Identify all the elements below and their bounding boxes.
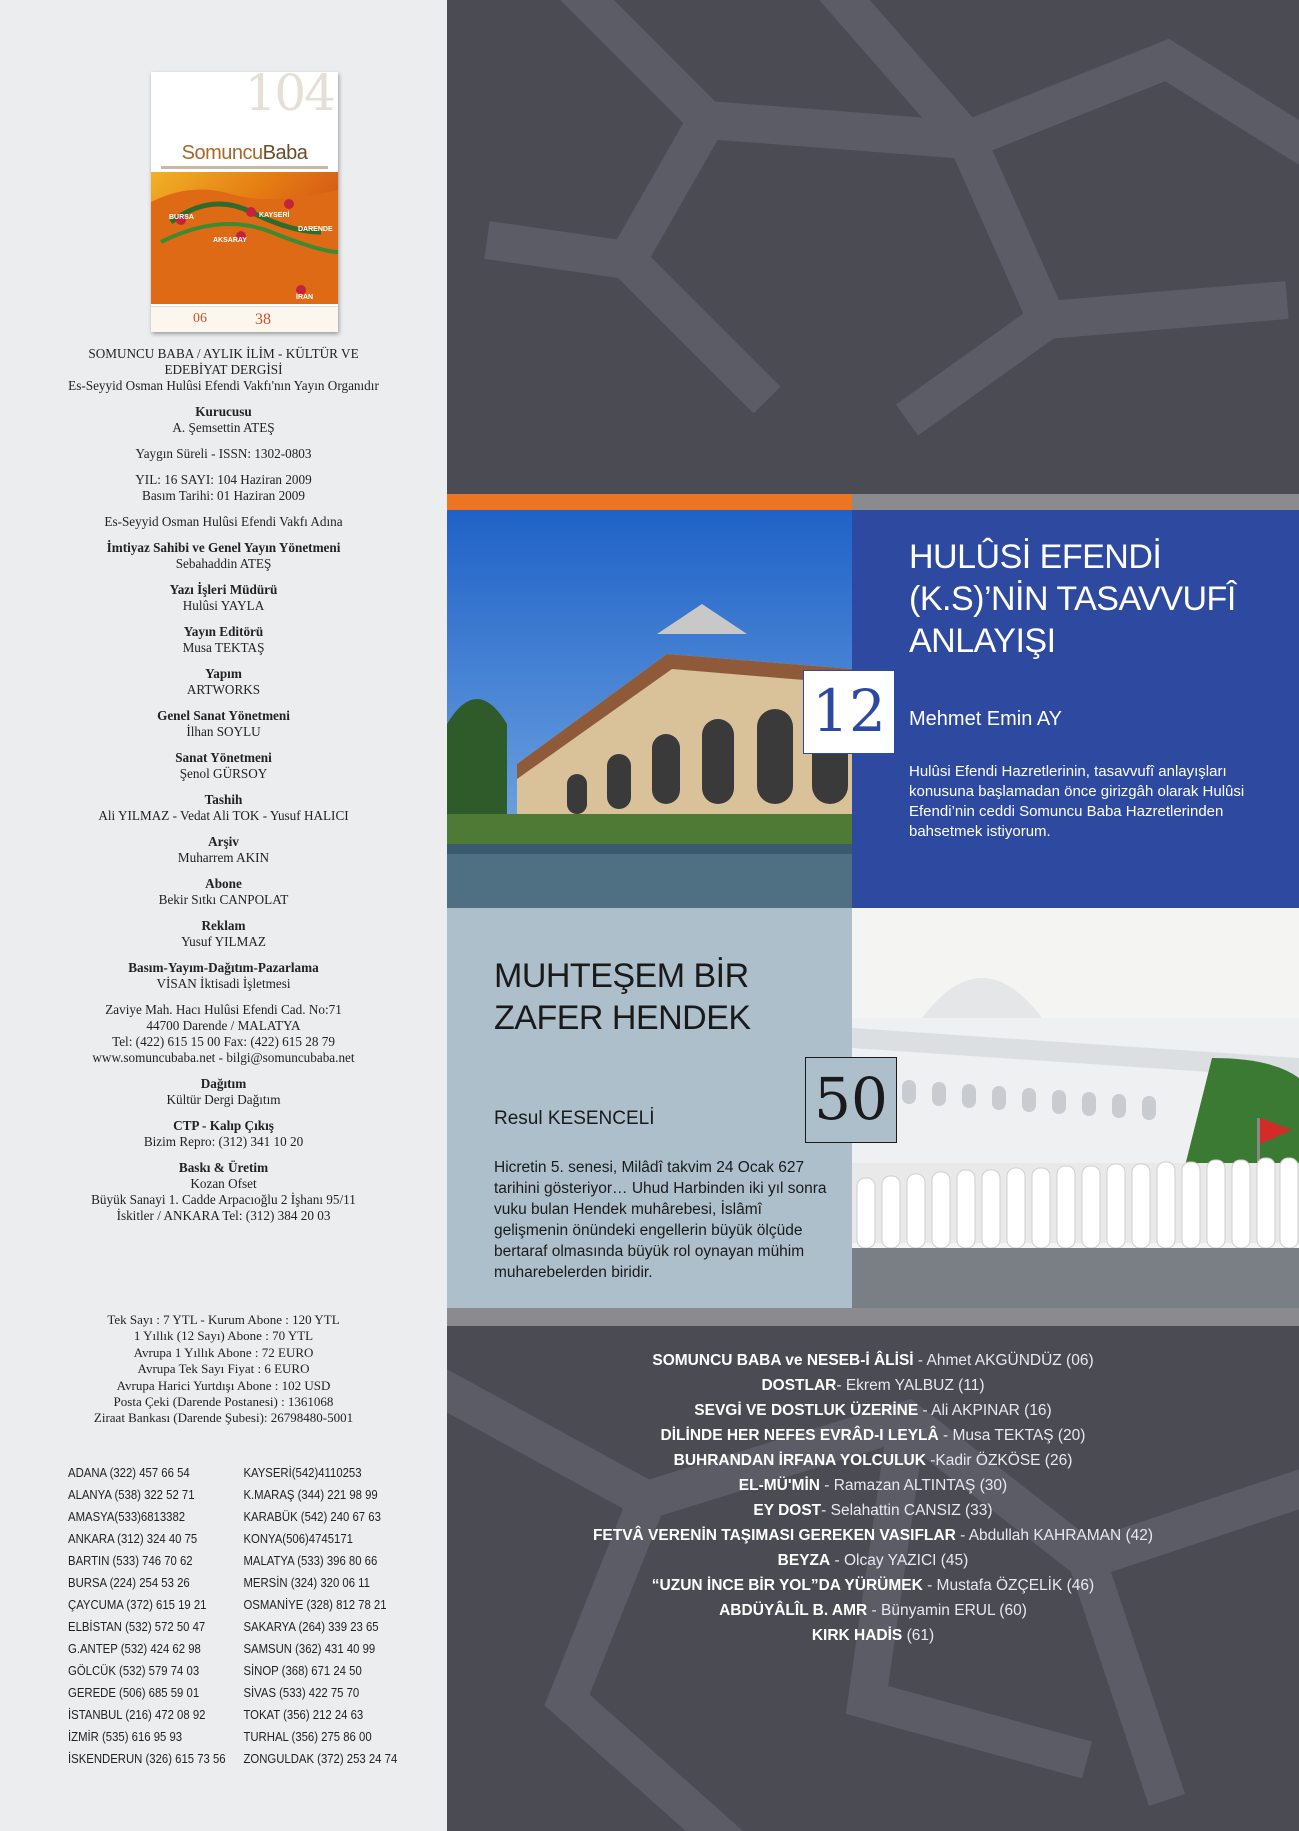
cover-map-label: AKSARAY [213, 237, 247, 244]
toc-entry[interactable]: KIRK HADİS (61) [811, 1627, 935, 1644]
role-name: Sebahaddin ATEŞ [175, 556, 272, 571]
cover-brand: SomuncuBaba [181, 142, 308, 164]
toc-entry[interactable]: FETVÂ VERENİN TAŞIMASI GEREKEN VASIFLAR - Abdullah KAHRAMAN (42) [592, 1527, 1154, 1544]
magazine-name: SOMUNCU BABA / AYLIK İLİM - KÜLTÜR VE EDEBİYAT DERGİSİ [88, 346, 359, 377]
ctp-title: CTP - Kalıp Çıkış [173, 1118, 274, 1133]
toc-entry[interactable]: “UZUN İNCE BİR YOL”DA YÜRÜMEK - Mustafa ÖZÇELİK (46) [651, 1577, 1095, 1594]
role-title: Tashih [204, 792, 243, 807]
toc-entry[interactable]: BEYZA - Olcay YAZICI (45) [777, 1552, 969, 1569]
role-name: VİSAN İktisadi İşletmesi [156, 976, 291, 991]
distribution-title: Dağıtım [200, 1076, 247, 1091]
founder-title: Kurucusu [195, 404, 252, 419]
role-name: Ali YILMAZ - Vedat Ali TOK - Yusuf HALICI [98, 808, 349, 823]
role-title: Yapım [205, 666, 242, 681]
cover-footer: 06 38 [151, 306, 338, 332]
feature2-author: Resul KESENCELİ [494, 1108, 655, 1129]
mosque-photo-illustration [447, 494, 852, 908]
address: Zaviye Mah. Hacı Hulûsi Efendi Cad. No:71 44700 Darende / MALATYA Tel: (422) 615 15 00 Fax: (422) 615 28 79 www.somuncubaba.net - bilgi@somuncubaba.net [92, 1002, 355, 1065]
role-title: Reklam [201, 918, 246, 933]
role-title: Yayın Editörü [183, 624, 264, 639]
cover-map-label: İRAN [296, 294, 314, 301]
phones-col-right: KAYSERİ(542)4110253 K.MARAŞ (344) 221 98 99 KARABÜK (542) 240 67 63 KONYA(506)4745171 MALATYA (533) 396 80 66 MERSİN (324) 320 06 11 OSMANİYE (328) 812 78 21 SAKARYA (264) 339 23 65 SAMSUN (362) 431 40 99 SİNOP (368) 671 24 50 SİVAS (533) 422 75 70 TOKAT (356) 212 24 63 TURHAL (356) 275 86 00 ZONGULDAK (372) 253 24 74 [243, 1465, 398, 1766]
on-behalf: Es-Seyyid Osman Hulûsi Efendi Vakfı Adına [104, 514, 343, 529]
role-title: İmtiyaz Sahibi ve Genel Yayın Yönetmeni [106, 540, 341, 555]
feature1-author: Mehmet Emin AY [909, 708, 1063, 730]
masthead-column [0, 0, 447, 1831]
cover-map-label: DARENDE [298, 226, 333, 233]
toc-entry[interactable]: BUHRANDAN İRFANA YOLCULUK -Kadir ÖZKÖSE (26) [673, 1452, 1073, 1469]
feature2-page-number[interactable]: 50 [805, 1057, 897, 1143]
role-name: Yusuf YILMAZ [181, 934, 266, 949]
toc-entry[interactable]: EL-MÜ'MİN - Ramazan ALTINTAŞ (30) [738, 1477, 1008, 1494]
mosque-crowd-illustration [852, 908, 1299, 1308]
cover-issue-number: 104 [244, 72, 334, 122]
role-title: Abone [205, 876, 242, 891]
masthead-credits: SOMUNCU BABA / AYLIK İLİM - KÜLTÜR VE EDEBİYAT DERGİSİ Es-Seyyid Osman Hulûsi Efendi Vakfı'nın Yayın Organıdır Kurucusu A. Şemsettin ATEŞ Yaygın Süreli - ISSN: 1302-0803 YIL: 16 SAYI: 104 Haziran 2009 Basım Tarihi: 01 Haziran 2009 Es-Seyyid Osman Hulûsi Efendi Vakfı Adına İmtiyaz Sahibi ve Genel Yayın Yönetmeni Sebahaddin ATEŞ Yazı İşleri Müdürü Hulûsi YAYLA Yayın Editörü Musa TEKTAŞ Yapım ARTWORKS Genel Sanat Yönetmeni İlhan SOYLU Sanat Yönetmeni Şenol GÜRSOY Tashih Ali YILMAZ - Vedat Ali TOK - Yusuf HALICI Arşiv Muharrem AKIN Abone Bekir Sıtkı CANPOLAT Reklam Yusuf YILMAZ Basım-Yayım-Dağıtım-Pazarlama VİSAN İktisadi İşletmesi Zaviye Mah. Hacı Hulûsi Efendi Cad. No:71 44700 Darende / MALATYA Tel: (422) 615 15 00 Fax: (422) 615 28 79 www.somuncubaba.net - bilgi@somuncubaba.net Dağıtım Kültür Dergi Dağıtım CTP - Kalıp Çıkış Bizim Repro: (312) 341 10 20 Baskı & Üretim Kozan Ofset Büyük Sanayi 1. Cadde Arpacıoğlu 2 İşhanı 95/11 İskitler / ANKARA Tel: (312) 384 20 03 [60, 346, 387, 1234]
toc-entry[interactable]: EY DOST- Selahattin CANSIZ (33) [753, 1502, 993, 1519]
toc-entry[interactable]: SEVGİ VE DOSTLUK ÜZERİNE - Ali AKPINAR (16) [694, 1402, 1052, 1419]
cover-tagline-rule [161, 166, 328, 169]
toc-entry[interactable]: DOSTLAR- Ekrem YALBUZ (11) [761, 1377, 985, 1394]
feature1-excerpt: Hulûsi Efendi Hazretlerinin, tasavvufî anlayışları konusuna başlamadan önce girizgâh olarak Hulûsi Efendi’nin ceddi Somuncu Baba Hazretlerinden bahsetmek istiyorum. [909, 763, 1245, 840]
cover-map-label: KAYSERİ [259, 212, 290, 219]
feature1-mosque-photo [447, 494, 852, 908]
role-name: Bekir Sıtkı CANPOLAT [158, 892, 289, 907]
role-name: Şenol GÜRSOY [179, 766, 268, 781]
feature1-title: HULÛSİ EFENDİ (K.S)’NİN TASAVVUFÎ ANLAYIŞI [909, 538, 1236, 660]
distribution: Kültür Dergi Dağıtım [166, 1092, 281, 1107]
issn: Yaygın Süreli - ISSN: 1302-0803 [135, 446, 312, 461]
feature2-grey-bar [447, 1308, 1299, 1326]
toc-entry[interactable]: ABDÜYÂLÎL B. AMR - Bünyamin ERUL (60) [719, 1602, 1027, 1619]
role-title: Yazı İşleri Müdürü [169, 582, 278, 597]
role-title: Sanat Yönetmeni [175, 750, 272, 765]
credit-roles [60, 540, 387, 992]
subscription-prices: Tek Sayı : 7 YTL - Kurum Abone : 120 YTL 1 Yıllık (12 Sayı) Abone : 70 YTL Avrupa 1 Yıllık Abone : 72 EURO Avrupa Tek Sayı Fiyat : 6 EURO Avrupa Harici Yurtdışı Abone : 102 USD Posta Çeki (Darende Postanesi) : 1361068 Ziraat Bankası (Darende Şubesi): 26798480-5001 [93, 1312, 354, 1426]
toc-entry[interactable]: SOMUNCU BABA ve NESEB-İ ÂLİSİ - Ahmet AKGÜNDÜZ (06) [652, 1352, 1094, 1369]
feature1-page-number[interactable]: 12 [803, 670, 895, 754]
table-of-contents [447, 1348, 1299, 1648]
role-title: Genel Sanat Yönetmeni [157, 708, 290, 723]
magazine-cover-thumbnail [151, 72, 338, 332]
phones-col-left: ADANA (322) 457 66 54 ALANYA (538) 322 52 71 AMASYA(533)6813382 ANKARA (312) 324 40 75 BARTIN (533) 746 70 62 BURSA (224) 254 53 26 ÇAYCUMA (372) 615 19 21 ELBİSTAN (532) 572 50 47 G.ANTEP (532) 424 62 98 GÖLCÜK (532) 579 74 03 GEREDE (506) 685 59 01 İSTANBUL (216) 472 08 92 İZMİR (535) 616 95 93 İSKENDERUN (326) 615 73 56 [68, 1465, 226, 1766]
role-name: Musa TEKTAŞ [182, 640, 265, 655]
role-name: İlhan SOYLU [186, 724, 261, 739]
feature2-title: MUHTEŞEM BİR ZAFER HENDEK [494, 957, 751, 1037]
feature1-grey-bar [852, 494, 1299, 510]
feature2-mosque-photo [852, 908, 1299, 1308]
feature2-excerpt: Hicretin 5. senesi, Milâdî takvim 24 Ocak 627 tarihini gösteriyor… Uhud Harbinden iki yıl sonra vuku bulan Hendek muhârebesi, İslâmî gelişmenin önündeki engellerin büyük ölçüde bertaraf olmasında büyük rol oynayan mühim muharebelerden biridir. [494, 1159, 827, 1281]
role-name: Hulûsi YAYLA [182, 598, 265, 613]
role-name: ARTWORKS [186, 682, 261, 697]
role-title: Basım-Yayım-Dağıtım-Pazarlama [128, 960, 319, 975]
magazine-organ: Es-Seyyid Osman Hulûsi Efendi Vakfı'nın Yayın Organıdır [68, 378, 379, 393]
print-date: Basım Tarihi: 01 Haziran 2009 [142, 488, 305, 503]
issue-line: YIL: 16 SAYI: 104 Haziran 2009 [135, 472, 312, 487]
toc-entry[interactable]: DİLİNDE HER NEFES EVRÂD-I LEYLÂ - Musa TEKTAŞ (20) [660, 1427, 1086, 1444]
print-title: Baskı & Üretim [178, 1160, 269, 1175]
ctp: Bizim Repro: (312) 341 10 20 [143, 1134, 304, 1149]
role-name: Muharrem AKIN [177, 850, 270, 865]
founder-name: A. Şemsettin ATEŞ [172, 420, 275, 435]
role-title: Arşiv [208, 834, 239, 849]
cover-map-label: BURSA [169, 214, 194, 221]
